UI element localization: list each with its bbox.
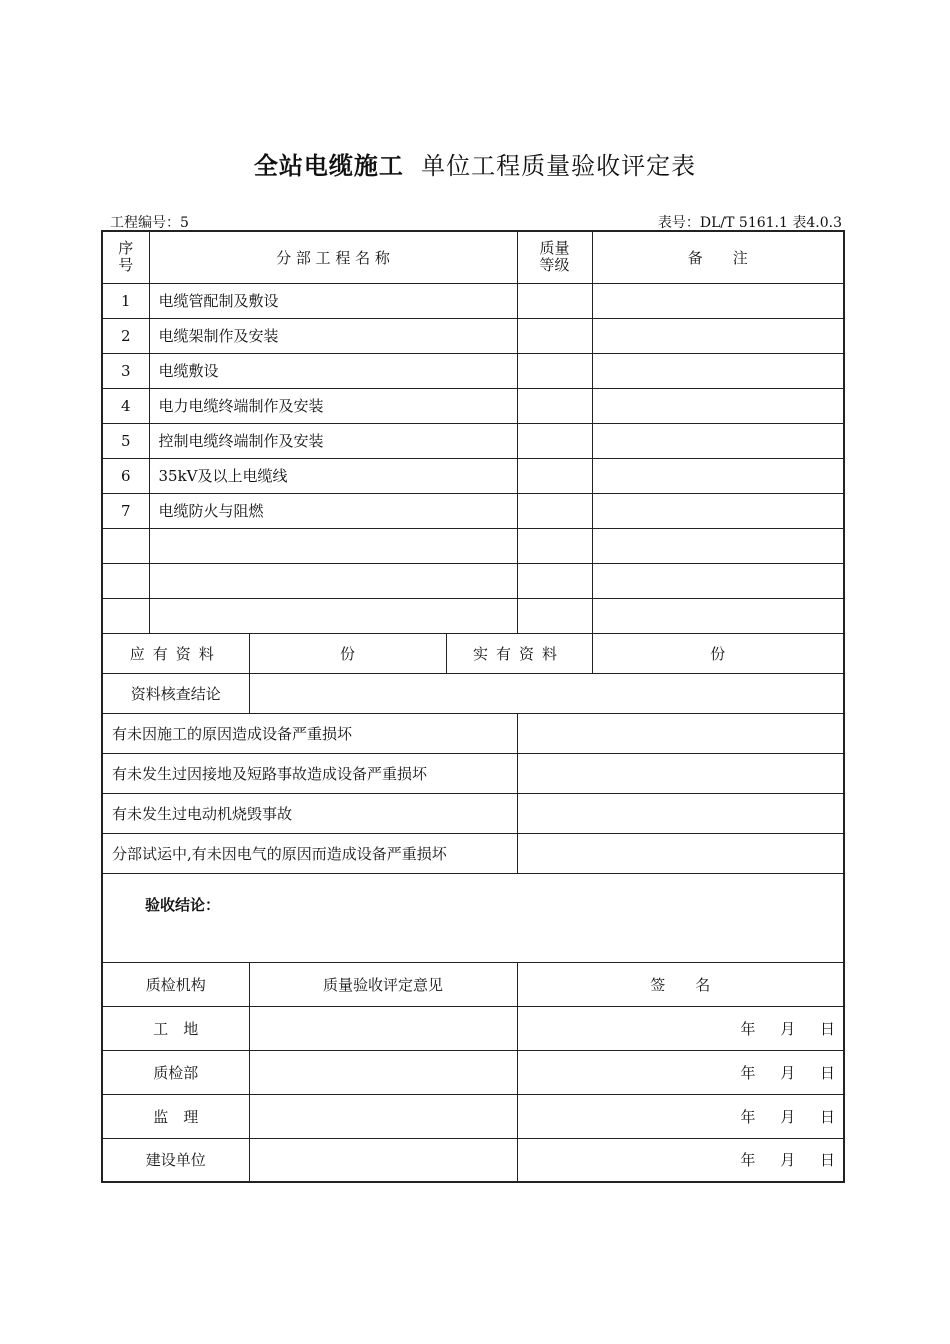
table-row bbox=[102, 493, 844, 528]
table-row-empty bbox=[102, 563, 844, 598]
empty-cell[interactable] bbox=[102, 598, 149, 633]
table-header-row bbox=[102, 231, 844, 283]
acceptance-label: 验收结论： bbox=[145, 895, 221, 914]
item-name: 电缆敷设 bbox=[149, 353, 517, 388]
sig-opinion[interactable] bbox=[249, 1094, 517, 1138]
item-remark-cell[interactable] bbox=[592, 318, 844, 353]
table-row-empty bbox=[102, 598, 844, 633]
question-row bbox=[102, 833, 844, 873]
acceptance-cell[interactable] bbox=[102, 873, 844, 962]
check-conclusion-row bbox=[102, 673, 844, 713]
title-rest: 单位工程质量验收评定表 bbox=[421, 152, 697, 180]
question-answer[interactable] bbox=[517, 793, 844, 833]
table-row bbox=[102, 423, 844, 458]
signature-row bbox=[102, 1006, 844, 1050]
item-grade-cell[interactable] bbox=[517, 283, 592, 318]
item-remark-cell[interactable] bbox=[592, 388, 844, 423]
sig-date[interactable]: 年 月 日 bbox=[517, 1138, 844, 1182]
should-have-label: 应有资料 bbox=[102, 633, 249, 673]
table-row-empty bbox=[102, 528, 844, 563]
item-name: 35kV及以上电缆线 bbox=[149, 458, 517, 493]
sig-col-sign: 签 名 bbox=[517, 962, 844, 1006]
sig-opinion[interactable] bbox=[249, 1050, 517, 1094]
sig-col-opinion: 质量验收评定意见 bbox=[249, 962, 517, 1006]
empty-cell[interactable] bbox=[517, 563, 592, 598]
item-no: 3 bbox=[102, 353, 149, 388]
form-number: 表号：DL/T 5161.1 表4.0.3 bbox=[657, 215, 842, 231]
item-grade-cell[interactable] bbox=[517, 493, 592, 528]
item-grade-cell[interactable] bbox=[517, 353, 592, 388]
sig-date[interactable]: 年 月 日 bbox=[517, 1050, 844, 1094]
page-title bbox=[0, 146, 950, 181]
acceptance-row bbox=[102, 873, 844, 962]
table-row bbox=[102, 283, 844, 318]
sig-org: 质检部 bbox=[102, 1050, 249, 1094]
question-answer[interactable] bbox=[517, 713, 844, 753]
empty-cell[interactable] bbox=[592, 563, 844, 598]
resources-row bbox=[102, 633, 844, 673]
actual-unit[interactable]: 份 bbox=[592, 633, 844, 673]
item-no: 6 bbox=[102, 458, 149, 493]
item-remark-cell[interactable] bbox=[592, 423, 844, 458]
question-text: 有未因施工的原因造成设备严重损坏 bbox=[102, 713, 517, 753]
table-row bbox=[102, 388, 844, 423]
signature-row bbox=[102, 1094, 844, 1138]
item-name: 控制电缆终端制作及安装 bbox=[149, 423, 517, 458]
empty-cell[interactable] bbox=[517, 528, 592, 563]
item-remark-cell[interactable] bbox=[592, 283, 844, 318]
sig-date[interactable]: 年 月 日 bbox=[517, 1094, 844, 1138]
item-no: 5 bbox=[102, 423, 149, 458]
empty-cell[interactable] bbox=[517, 598, 592, 633]
sig-org: 工 地 bbox=[102, 1006, 249, 1050]
sig-org: 建设单位 bbox=[102, 1138, 249, 1182]
check-conclusion-label: 资料核查结论 bbox=[102, 673, 249, 713]
empty-cell[interactable] bbox=[592, 528, 844, 563]
item-name: 电缆管配制及敷设 bbox=[149, 283, 517, 318]
item-no: 4 bbox=[102, 388, 149, 423]
item-name: 电力电缆终端制作及安装 bbox=[149, 388, 517, 423]
check-conclusion-value[interactable] bbox=[249, 673, 844, 713]
question-answer[interactable] bbox=[517, 753, 844, 793]
item-name: 电缆架制作及安装 bbox=[149, 318, 517, 353]
table-row bbox=[102, 318, 844, 353]
item-grade-cell[interactable] bbox=[517, 423, 592, 458]
header-name: 分 部 工 程 名 称 bbox=[149, 231, 517, 283]
question-text: 分部试运中,有未因电气的原因而造成设备严重损坏 bbox=[102, 833, 517, 873]
signature-row bbox=[102, 1138, 844, 1182]
empty-cell[interactable] bbox=[149, 528, 517, 563]
item-grade-cell[interactable] bbox=[517, 388, 592, 423]
item-no: 2 bbox=[102, 318, 149, 353]
item-remark-cell[interactable] bbox=[592, 353, 844, 388]
actual-label: 实有资料 bbox=[446, 633, 592, 673]
item-no: 1 bbox=[102, 283, 149, 318]
signature-header-row bbox=[102, 962, 844, 1006]
project-number: 工程编号：5 bbox=[110, 215, 189, 231]
sig-date[interactable]: 年 月 日 bbox=[517, 1006, 844, 1050]
table-row bbox=[102, 353, 844, 388]
sig-org: 监 理 bbox=[102, 1094, 249, 1138]
question-text: 有未发生过因接地及短路事故造成设备严重损坏 bbox=[102, 753, 517, 793]
empty-cell[interactable] bbox=[102, 528, 149, 563]
empty-cell[interactable] bbox=[102, 563, 149, 598]
sig-opinion[interactable] bbox=[249, 1138, 517, 1182]
header-grade: 质量等级 bbox=[517, 231, 592, 283]
item-name: 电缆防火与阻燃 bbox=[149, 493, 517, 528]
question-text: 有未发生过电动机烧毁事故 bbox=[102, 793, 517, 833]
question-row bbox=[102, 713, 844, 753]
item-remark-cell[interactable] bbox=[592, 493, 844, 528]
empty-cell[interactable] bbox=[149, 563, 517, 598]
header-seq: 序号 bbox=[102, 231, 149, 283]
empty-cell[interactable] bbox=[149, 598, 517, 633]
table-row bbox=[102, 458, 844, 493]
signature-row bbox=[102, 1050, 844, 1094]
question-row bbox=[102, 753, 844, 793]
item-grade-cell[interactable] bbox=[517, 458, 592, 493]
empty-cell[interactable] bbox=[592, 598, 844, 633]
header-remark: 备 注 bbox=[592, 231, 844, 283]
item-remark-cell[interactable] bbox=[592, 458, 844, 493]
item-no: 7 bbox=[102, 493, 149, 528]
question-answer[interactable] bbox=[517, 833, 844, 873]
title-bold: 全站电缆施工 bbox=[253, 151, 404, 180]
item-grade-cell[interactable] bbox=[517, 318, 592, 353]
sig-col-org: 质检机构 bbox=[102, 962, 249, 1006]
question-row bbox=[102, 793, 844, 833]
evaluation-table bbox=[101, 230, 845, 1183]
sig-opinion[interactable] bbox=[249, 1006, 517, 1050]
should-have-unit[interactable]: 份 bbox=[249, 633, 446, 673]
